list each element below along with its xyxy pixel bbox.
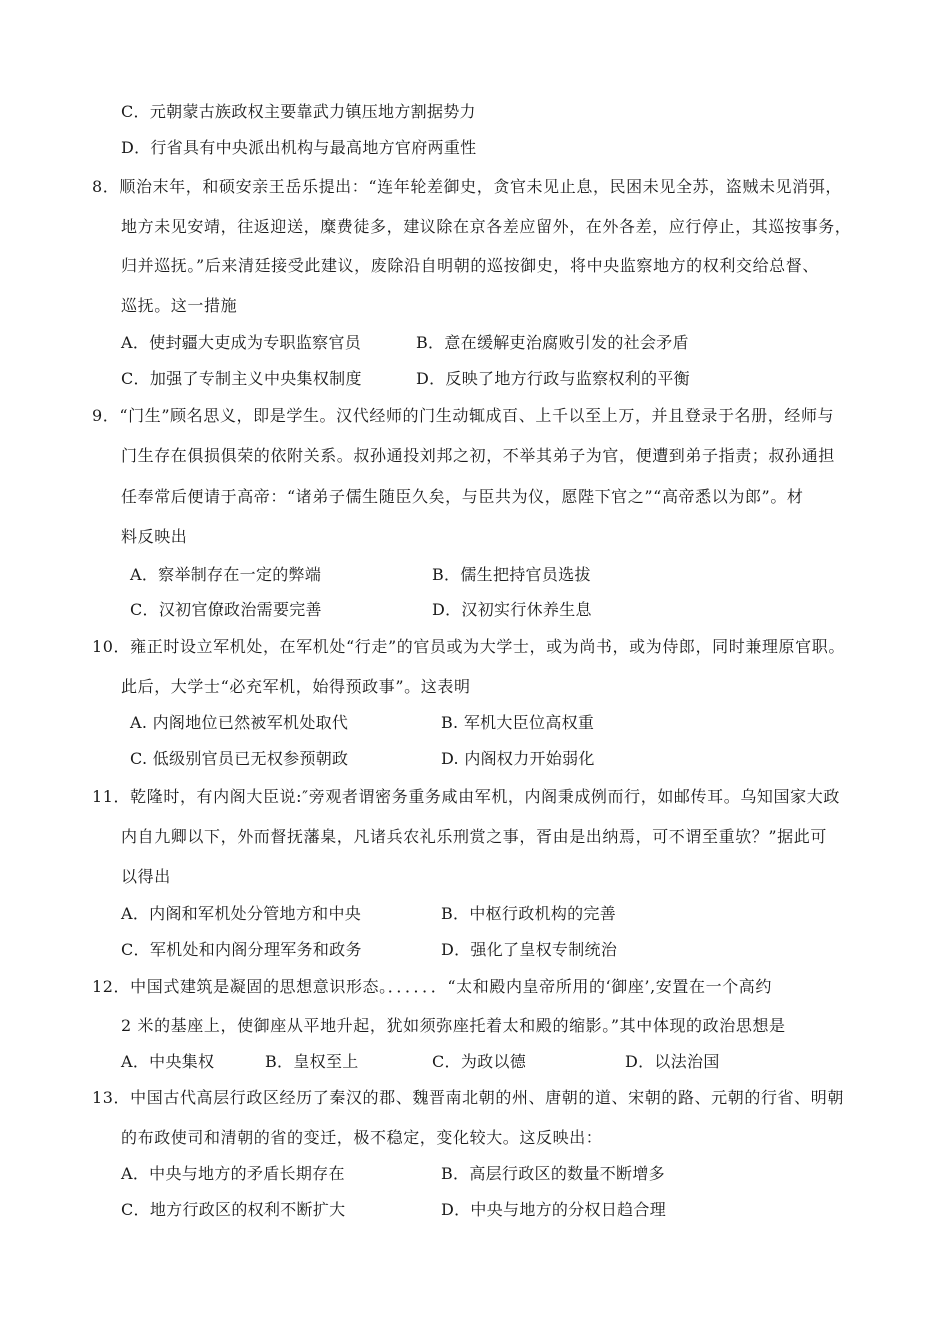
q8-stem-line-3: 归并巡抚。”后来清廷接受此建议，废除沿自明朝的巡按御史，将中央监察地方的权利交给总督、 (121, 256, 819, 275)
q9-option-b: B．儒生把持官员选拔 (432, 565, 591, 584)
q13-option-c: C．地方行政区的权利不断扩大 (121, 1200, 346, 1219)
q12-option-b: B．皇权至上 (265, 1052, 359, 1071)
q10-stem-line-2: 此后，大学士“必充军机，始得预政事”。这表明 (121, 677, 471, 696)
q9-stem-line-1: 9．“门生”顾名思义，即是学生。汉代经师的门生动辄成百、上千以至上万，并且登录于名册，经师与 (92, 406, 835, 425)
q11-stem-line-3: 以得出 (121, 867, 171, 886)
q10-option-a: A. 内阁地位已然被军机处取代 (130, 713, 349, 732)
q9-stem-line-3: 任奉常后便请于高帝：“诸弟子儒生随臣久矣，与臣共为仪，愿陛下官之”“高帝悉以为郎”。材 (121, 487, 804, 506)
q13-stem-line-1: 13．中国古代高层行政区经历了秦汉的郡、魏晋南北朝的州、唐朝的道、宋朝的路、元朝的行省、明朝 (92, 1088, 844, 1107)
q13-stem-line-2: 的布政使司和清朝的省的变迁，极不稳定，变化较大。这反映出： (121, 1128, 603, 1147)
q11-option-d: D．强化了皇权专制统治 (441, 940, 618, 959)
q7-option-c: C．元朝蒙古族政权主要靠武力镇压地方割据势力 (121, 102, 476, 121)
q10-stem-line-1: 10．雍正时设立军机处，在军机处“行走”的官员或为大学士，或为尚书，或为侍郎，同时兼理原官职。 (92, 637, 845, 656)
q9-option-d: D．汉初实行休养生息 (432, 600, 592, 619)
q13-option-b: B．高层行政区的数量不断增多 (441, 1164, 665, 1183)
q12-option-a: A．中央集权 (121, 1052, 215, 1071)
q10-option-d: D. 内阁权力开始弱化 (441, 749, 595, 768)
q8-stem-line-2: 地方未见安靖，往返迎送，糜费徒多，建议除在京各差应留外，在外各差，应行停止，其巡按事务， (121, 217, 852, 236)
q8-option-d: D．反映了地方行政与监察权利的平衡 (416, 369, 690, 388)
q12-stem-line-2: 2 米的基座上，使御座从平地升起，犹如须弥座托着太和殿的缩影。”其中体现的政治思想是 (121, 1016, 786, 1035)
q12-stem-line-1: 12．中国式建筑是凝固的思想意识形态。．．．．．．“太和殿内皇帝所用的‘御座’,安置在一个高约 (92, 977, 772, 996)
q8-option-b: B．意在缓解吏治腐败引发的社会矛盾 (416, 333, 689, 352)
q11-option-c: C．军机处和内阁分理军务和政务 (121, 940, 362, 959)
q11-stem-line-2: 内自九卿以下，外而督抚藩臬，凡诸兵农礼乐刑赏之事，胥由是出纳焉，可不谓至重欤？”据此可 (121, 827, 827, 846)
q10-option-c: C. 低级别官员已无权参预朝政 (130, 749, 349, 768)
q9-option-a: A．察举制存在一定的弊端 (130, 565, 322, 584)
q8-stem-line-1: 8．顺治末年，和硕安亲王岳乐提出：“连年轮差御史，贪官未见止息，民困未见全苏，盗贼未见消弭， (92, 177, 842, 196)
q11-option-a: A．内阁和军机处分管地方和中央 (121, 904, 362, 923)
q12-option-d: D．以法治国 (625, 1052, 720, 1071)
q7-option-d: D．行省具有中央派出机构与最高地方官府两重性 (121, 138, 477, 157)
q9-stem-line-4: 料反映出 (121, 527, 188, 546)
q12-option-c: C．为政以德 (432, 1052, 527, 1071)
q9-stem-line-2: 门生存在俱损俱荣的依附关系。叔孙通投刘邦之初，不举其弟子为官，便遭到弟子指责；叔孙通担 (121, 446, 835, 465)
q13-option-a: A．中央与地方的矛盾长期存在 (121, 1164, 345, 1183)
q8-option-a: A．使封疆大吏成为专职监察官员 (121, 333, 362, 352)
q8-stem-line-4: 巡抚。这一措施 (121, 296, 238, 315)
q11-stem-line-1: 11．乾隆时，有内阁大臣说:″旁观者谓密务重务咸由军机，内阁秉成例而行，如邮传耳。乌知国家大政 (92, 787, 840, 806)
q13-option-d: D．中央与地方的分权日趋合理 (441, 1200, 667, 1219)
q11-option-b: B．中枢行政机构的完善 (441, 904, 617, 923)
q9-option-c: C．汉初官僚政治需要完善 (130, 600, 322, 619)
q8-option-c: C．加强了专制主义中央集权制度 (121, 369, 362, 388)
q10-option-b: B. 军机大臣位高权重 (441, 713, 595, 732)
